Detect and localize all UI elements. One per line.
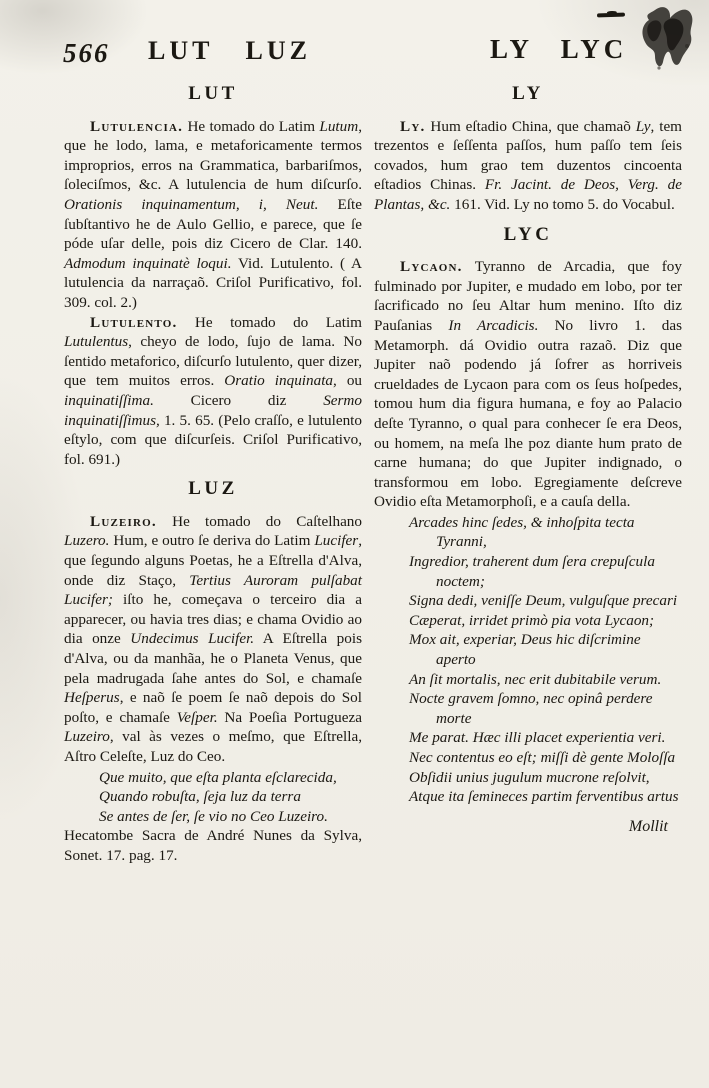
headword-lutulento: Lutulento.	[90, 313, 178, 331]
roman-run: 1. 5. 65. (Pelo craſſo, e lutulento eſtylo, com que diſcurſeis. Criſol Purificativo, fol. 691.)	[64, 411, 362, 468]
verse-line: Ingredior, traherent dum ſera crepuſcula noctem;	[409, 553, 655, 590]
verse-line: Cæperat, irridet primò pia vota Lycaon;	[409, 611, 655, 629]
headword-luzeiro: Luzeiro.	[90, 512, 157, 530]
section-heading-luz: LUZ	[188, 478, 238, 500]
roman-run: Eſte ſubſtantivo he de Aulo Gellio, e parece, que ſe póde uſar delle, pois diz Cicero de Clar. 140.	[64, 195, 362, 253]
latin-verse	[374, 513, 682, 807]
entry-lutulencia-text	[64, 118, 362, 311]
italic-run: Undecimus Lucifer.	[130, 630, 255, 648]
entry-lutulento	[64, 313, 362, 470]
entry-ly	[374, 117, 682, 215]
roman-run: , ou	[333, 372, 363, 390]
right-column	[374, 82, 682, 866]
portuguese-verse	[64, 768, 362, 827]
roman-run: , val às vezes o meſmo, que Eſtrella, Aſtro Celeſte, Luz do Ceo.	[64, 728, 362, 765]
running-head-left: LUT LUZ	[148, 36, 311, 65]
roman-run: 161. Vid. Ly no tomo 5. do Vocabul.	[450, 195, 675, 213]
verse-line: Quando robuſta, ſeja luz da terra	[99, 788, 301, 806]
italic-run: Lutum	[319, 117, 359, 135]
roman-run: Vid. Lutulento. ( A lutulencia da narraçaõ. Criſol Purificativo, fol. 309. col. 2.)	[64, 254, 362, 311]
italic-run: Admodum inquinatè loqui.	[64, 254, 232, 272]
entry-lutulento-text	[64, 314, 362, 468]
roman-run: A Eſtrella pois d'Alva, ou da manhãa, he o Planeta Venus, que pela madrugada ſahe antes do Sol, e chamaſe	[64, 630, 362, 687]
roman-run: Tyranno de Arcadia, que foy fulminado por Jupiter, e mudado em lobo, por ter ſacrificado no ſeu Altar hum menino. Iſto diz Pauſanias	[374, 258, 682, 334]
italic-run: In Arcadicis.	[448, 316, 539, 334]
roman-run: He tomado do Latim	[177, 313, 362, 331]
entry-lycaon	[374, 257, 682, 512]
italic-run: Fr. Jacint. de Deos, Verg. de Plantas, &c.	[374, 176, 682, 213]
italic-run: Veſper.	[176, 708, 218, 726]
entry-lutulencia	[64, 117, 362, 313]
italic-run: Lutulentus	[64, 333, 129, 351]
running-head	[0, 34, 709, 74]
verse-line: Signa dedi, veniſſe Deum, vulguſque precari	[409, 592, 678, 610]
italic-run: Luzero.	[64, 532, 110, 550]
roman-run: Cicero diz	[153, 391, 324, 409]
running-head-right: LY LYC	[490, 34, 628, 64]
italic-run: Lucifer	[314, 532, 359, 550]
catchword: Mollit	[628, 817, 668, 835]
roman-run: , e naõ ſe poem ſe naõ depois do Sol poſto, e chamaſe	[64, 689, 362, 726]
headword-lycaon: Lycaon.	[400, 258, 463, 276]
roman-run: He tomado do Latim	[183, 117, 320, 135]
verse-line: Mox ait, experiar, Deus hic diſcrimine aperto	[409, 631, 641, 669]
roman-run: , que ſegundo alguns Poetas, he a Eſtrella d'Alva, onde diz Staço,	[64, 532, 362, 589]
roman-run: He tomado do Caſtelhano	[156, 512, 362, 530]
italic-run: Ly	[635, 117, 651, 135]
section-heading-lyc: LYC	[503, 223, 553, 245]
roman-run: iſto he, começava o terceiro dia a apparecer, ou havia tres dias; e chama Ovidio ao dia onze	[64, 591, 362, 648]
page-number: 566	[63, 38, 110, 68]
italic-run: Orationis inquinamentum, i, Neut.	[64, 195, 319, 213]
verse-line: Arcades hinc ſedes, & inhoſpita tecta Tyranni,	[409, 513, 635, 551]
roman-run: Hum, e outro ſe deriva do Latim	[109, 532, 315, 550]
roman-run: No livro 1. das Metamorph. dá Ovidio outra razaõ. Diz que Jupiter naõ podendo já ſofrer as horriveis crueldades de Lycaon para com os ſeus hoſpedes, tomou hum dia figura humana, e foy ao Palacio deſte Tyranno, o qual para conhecer ſe era Deos, ou homem, na meſa lhe poz diante hum prato de carne humana; do que Jupiter indignado, o transformou em lobo. Egregiamente deſcreve Ovidio eſta Metamorphoſi, e a cauſa della.	[374, 316, 682, 511]
entry-luzeiro	[64, 512, 362, 767]
italic-run: Tertius Auroram pulſabat Lucifer;	[64, 571, 362, 609]
roman-run: , cheyo de lodo, ſujo de lama. No ſentido metaforico, diſcurſo lutulento, quer dizer, que tem muitos erros.	[64, 333, 362, 390]
verse-line: Nocte gravem ſomno, nec opinâ perdere morte	[409, 690, 653, 727]
text-columns	[64, 82, 682, 866]
entry-luzeiro-text	[64, 513, 362, 765]
verse-line: An ſit mortalis, nec erit dubitabile verum.	[409, 670, 662, 688]
italic-run: Oratio inquinata	[224, 372, 334, 390]
left-column	[64, 82, 362, 866]
verse-line: Que muito, que eſta planta eſclarecida,	[99, 768, 337, 786]
verse-line: Atque ita ſemineces partim ferventibus artus	[409, 788, 679, 806]
verse-line: Me parat. Hæc illi placet experientia veri.	[409, 729, 666, 747]
verse-line: Obſidii unius jugulum mucrone reſolvit,	[409, 768, 650, 786]
section-heading-lut: LUT	[188, 83, 238, 104]
verse-citation: Hecatombe Sacra de André Nunes da Sylva, Sonet. 17. pag. 17.	[64, 827, 362, 864]
headword-lutulencia: Lutulencia.	[90, 117, 184, 135]
headword-ly: Ly.	[400, 117, 426, 135]
italic-run: Luzeiro	[64, 728, 110, 746]
verse-line: Se antes de ſer, ſe vio no Ceo Luzeiro.	[99, 807, 328, 825]
section-heading-ly: LY	[512, 83, 544, 104]
stray-ink-dash	[597, 13, 625, 18]
entry-lycaon-text	[374, 258, 682, 510]
italic-run: inquinatiſſima.	[64, 391, 154, 409]
roman-run: , que he lodo, lama, e metaforicamente termos improprios, erros na Grammatica, barbariſmos, ſoleciſmos, &c. A lutulencia de hum diſcurſo.	[64, 117, 362, 194]
verse-line: Nec contentus eo eſt; miſſi dè gente Moloſſa	[409, 749, 676, 766]
roman-run: , tem trezentos e ſeſſenta paſſos, hum paſſo tem ſeis covados, hum grao tem duzentos cincoenta eſtadios Chinas.	[374, 117, 682, 194]
roman-run: Hum eſtadio China, que chamaõ	[425, 117, 636, 135]
roman-run: Na Poeſia Portugueza	[217, 708, 362, 726]
italic-run: Heſperus	[64, 689, 120, 707]
italic-run: Sermo inquinatiſſimus,	[64, 391, 362, 429]
